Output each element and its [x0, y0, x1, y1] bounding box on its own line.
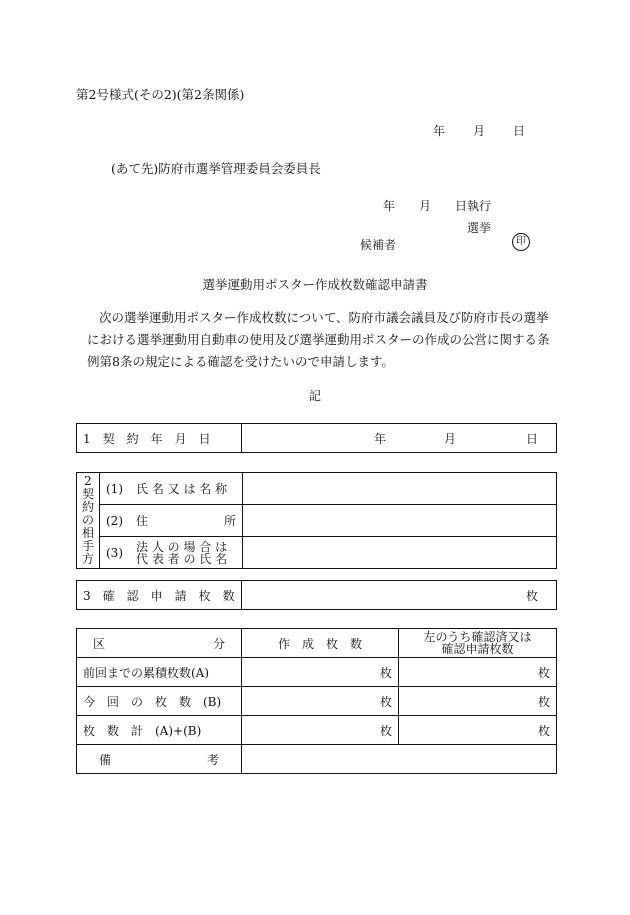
- created-count-total[interactable]: 枚: [242, 716, 399, 745]
- remarks-label: 備 考: [77, 745, 242, 774]
- application-statement: 次の選挙運動用ポスター作成枚数について、防府市議会議員及び防府市長の選挙における選挙運動用自動車の使用及び選挙運動用ポスターの作成の公営に関する条例第8条の規定による確認を受けたいので申請します。: [87, 310, 550, 369]
- header-created-count: 作 成 枚 数: [242, 629, 399, 658]
- date-month-label: 月: [472, 124, 485, 138]
- row-label-cumulative: 前回までの累積枚数(A): [77, 658, 242, 687]
- contract-year: 年: [373, 431, 386, 446]
- application-date: [0, 122, 525, 139]
- counterparty-vertical-label: 2 契 約 の 相 手 方: [77, 473, 100, 569]
- addressee: (あて先)防府市選挙管理委員会委員長: [111, 161, 321, 176]
- summary-table: [76, 628, 557, 774]
- ki-heading: 記: [308, 389, 321, 403]
- header-confirmed-count: 左のうち確認済又は 確認申請枚数: [399, 629, 557, 658]
- remarks-field[interactable]: [242, 745, 557, 774]
- confirmed-count-cumulative[interactable]: 枚: [399, 658, 557, 687]
- confirmed-count-current[interactable]: 枚: [399, 687, 557, 716]
- contract-date-field[interactable]: [242, 424, 557, 453]
- row-label-current: 今 回 の 枚 数 (B): [77, 687, 242, 716]
- confirm-count-label: 3 確 認 申 請 枚 数: [77, 581, 242, 610]
- address-label: 住 所: [130, 505, 243, 537]
- date-day-label: 日: [512, 124, 525, 138]
- row-label-total: 枚 数 計 (A)+(B): [77, 716, 242, 745]
- created-count-current[interactable]: 枚: [242, 687, 399, 716]
- form-number: 第2号様式(その2)(第2条関係): [76, 87, 245, 102]
- name-label: 氏 名 又 は 名 称: [130, 473, 243, 505]
- representative-field[interactable]: [243, 537, 557, 569]
- confirm-count-field[interactable]: 枚: [242, 581, 557, 610]
- name-field[interactable]: [243, 473, 557, 505]
- confirm-count-table: [76, 580, 557, 610]
- date-year-label: 年: [432, 124, 445, 138]
- contract-day: 日: [525, 431, 538, 446]
- row-number: (3): [100, 537, 131, 569]
- counterparty-table: [76, 472, 557, 569]
- row-number: (2): [100, 505, 131, 537]
- contract-date-label: 1 契 約 年 月 日: [77, 424, 242, 453]
- candidate-label: 候補者: [360, 238, 397, 252]
- election-name-label: 選挙: [467, 221, 492, 235]
- confirmed-count-total[interactable]: 枚: [399, 716, 557, 745]
- header-category: 区 分: [77, 629, 242, 658]
- contract-month: 月: [443, 431, 456, 446]
- election-date: 年 月 日執行: [383, 199, 492, 213]
- created-count-cumulative[interactable]: 枚: [242, 658, 399, 687]
- document-title: 選挙運動用ポスター作成枚数確認申請書: [202, 277, 428, 292]
- contract-date-table: [76, 423, 557, 453]
- row-number: (1): [100, 473, 131, 505]
- address-field[interactable]: [243, 505, 557, 537]
- representative-label: 法 人 の 場 合 は 代 表 者 の 氏 名: [130, 537, 243, 569]
- seal-mark: 印: [512, 233, 530, 251]
